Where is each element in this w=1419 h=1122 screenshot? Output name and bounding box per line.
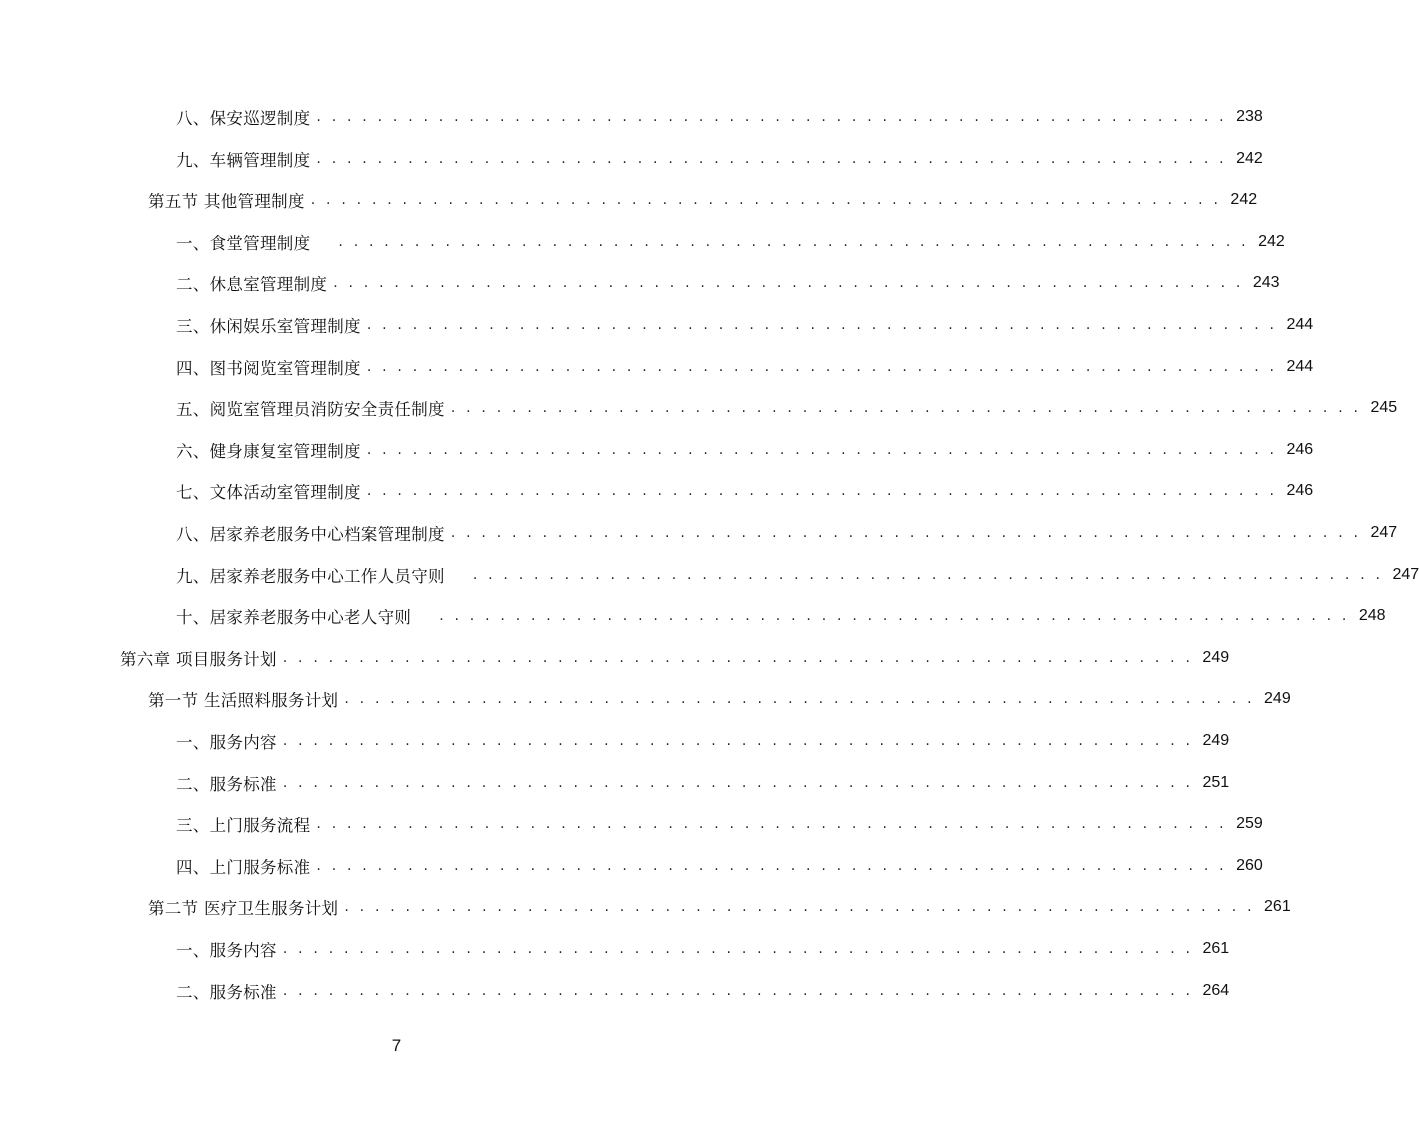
toc-entry[interactable]: [176, 853, 1263, 879]
toc-entry-page: 264: [1202, 981, 1230, 999]
toc-entry[interactable]: [176, 478, 1314, 504]
toc-entry-title: 四、上门服务标准: [176, 857, 311, 877]
toc-entry-title: 三、休闲娱乐室管理制度: [176, 317, 361, 336]
toc-entry-title: 六、健身康复室管理制度: [176, 441, 361, 461]
toc-entry-page: 248: [1358, 607, 1386, 625]
toc-entry[interactable]: [176, 770, 1230, 796]
toc-entry[interactable]: [176, 312, 1314, 338]
toc-dot-leader: . . . . . . . . . . . . . . . . . . . . . . . . . . . . . . . . . . . . . . . . . . . . . . . . . . . . . . . . . . . .: [316, 857, 1227, 874]
toc-dot-leader: . . . . . . . . . . . . . . . . . . . . . . . . . . . . . . . . . . . . . . . . . . . . . . . . . . . . . . . . . . . .: [450, 525, 1362, 541]
toc-entry-page: 238: [1236, 108, 1263, 125]
toc-entry-page: 261: [1202, 940, 1230, 957]
toc-entry-title: 十、居家养老服务中心老人守则: [176, 608, 412, 628]
toc-dot-leader: . . . . . . . . . . . . . . . . . . . . . . . . . . . . . . . . . . . . . . . . . . . . . . . . . . . . . . . . . . . .: [282, 941, 1194, 957]
toc-dot-leader: . . . . . . . . . . . . . . . . . . . . . . . . . . . . . . . . . . . . . . . . . . . . . . . . . . . . . . . . . . . .: [366, 441, 1278, 458]
toc-entry[interactable]: [176, 520, 1398, 546]
toc-entry[interactable]: [176, 728, 1230, 754]
toc-entry[interactable]: [176, 437, 1314, 463]
toc-entry-page: 249: [1202, 732, 1230, 749]
toc-entry-title: 一、食堂管理制度: [176, 233, 311, 253]
toc-dot-leader: . . . . . . . . . . . . . . . . . . . . . . . . . . . . . . . . . . . . . . . . . . . . . . . . . . . . . . . . . . . .: [316, 816, 1227, 833]
toc-dot-leader: . . . . . . . . . . . . . . . . . . . . . . . . . . . . . . . . . . . . . . . . . . . . . . . . . . . . . . . . . . . .: [316, 150, 1227, 167]
toc-entry-title: 八、保安巡逻制度: [176, 109, 311, 128]
toc-dot-leader: . . . . . . . . . . . . . . . . . . . . . . . . . . . . . . . . . . . . . . . . . . . . . . . . . . . . . . . . . . . .: [282, 649, 1194, 666]
toc-dot-leader: . . . . . . . . . . . . . . . . . . . . . . . . . . . . . . . . . . . . . . . . . . . . . . . . . . . . . . . . . . . .: [282, 982, 1194, 999]
toc-entry[interactable]: [176, 354, 1314, 380]
toc-entry[interactable]: [176, 146, 1263, 172]
toc-dot-leader: . . . . . . . . . . . . . . . . . . . . . . . . . . . . . . . . . . . . . . . . . . . . . . . . . . . . . . . . . . . .: [366, 358, 1278, 375]
toc-entry-title: 九、车辆管理制度: [176, 150, 311, 170]
toc-entry-title: 二、休息室管理制度: [176, 275, 328, 295]
toc-dot-leader: . . . . . . . . . . . . . . . . . . . . . . . . . . . . . . . . . . . . . . . . . . . . . . . . . . . . . . . . . . . .: [316, 109, 1227, 125]
toc-entry-title: 第二节 医疗卫生服务计划: [148, 899, 339, 919]
toc-dot-leader: . . . . . . . . . . . . . . . . . . . . . . . . . . . . . . . . . . . . . . . . . . . . . . . . . . . . . . . . . . . .: [333, 275, 1244, 292]
toc-entry-page: 244: [1286, 357, 1314, 375]
toc-entry[interactable]: [176, 395, 1398, 421]
toc-entry-title: 一、服务内容: [176, 733, 277, 752]
toc-entry-page: 259: [1236, 815, 1263, 833]
toc-entry-page: 260: [1236, 856, 1263, 874]
toc-entry[interactable]: [176, 229, 1285, 255]
toc-entry-page: 249: [1264, 690, 1291, 708]
toc-entry-page: 246: [1286, 482, 1314, 500]
toc-entry[interactable]: [176, 562, 1419, 588]
toc-dot-leader: . . . . . . . . . . . . . . . . . . . . . . . . . . . . . . . . . . . . . . . . . . . . . . . . . . . . . . . . . . . .: [366, 317, 1278, 333]
toc-entry-page: 244: [1286, 316, 1314, 333]
toc-entry-page: 242: [1236, 149, 1263, 167]
toc-dot-leader: . . . . . . . . . . . . . . . . . . . . . . . . . . . . . . . . . . . . . . . . . . . . . . . . . . . . . . . . . . . .: [450, 400, 1362, 417]
toc-dot-leader: . . . . . . . . . . . . . . . . . . . . . . . . . . . . . . . . . . . . . . . . . . . . . . . . . . . . . . . . . . . .: [282, 733, 1194, 749]
toc-entry[interactable]: [120, 645, 1230, 671]
toc-entry-page: 261: [1264, 898, 1291, 916]
toc-entry-title: 八、居家养老服务中心档案管理制度: [176, 525, 445, 544]
toc-dot-leader: . . . . . . . . . . . . . . . . . . . . . . . . . . . . . . . . . . . . . . . . . . . . . . . . . . . . . . . . . . . .: [344, 899, 1255, 916]
toc-dot-leader: . . . . . . . . . . . . . . . . . . . . . . . . . . . . . . . . . . . . . . . . . . . . . . . . . . . . . . . . . . . .: [310, 192, 1222, 209]
toc-entry-title: 第一节 生活照料服务计划: [148, 691, 339, 711]
toc-entry-page: 247: [1392, 565, 1419, 583]
toc-dot-leader: . . . . . . . . . . . . . . . . . . . . . . . . . . . . . . . . . . . . . . . . . . . . . . . . . . . . . . . . . . . .: [282, 774, 1194, 791]
toc-entry-page: 243: [1252, 274, 1280, 292]
toc-entry-title: 第五节 其他管理制度: [148, 192, 305, 212]
toc-entry-title: 二、服务标准: [176, 774, 277, 794]
toc-entry-page: 242: [1258, 232, 1285, 250]
toc-entry-title: 五、阅览室管理员消防安全责任制度: [176, 400, 445, 420]
toc-dot-leader: . . . . . . . . . . . . . . . . . . . . . . . . . . . . . . . . . . . . . . . . . . . . . . . . . . . . . . . . . . . .: [439, 608, 1350, 625]
toc-dot-leader: . . . . . . . . . . . . . . . . . . . . . . . . . . . . . . . . . . . . . . . . . . . . . . . . . . . . . . . . . . . .: [472, 566, 1384, 583]
toc-entry[interactable]: [148, 187, 1258, 213]
toc-entry-title: 三、上门服务流程: [176, 816, 311, 836]
toc-entry[interactable]: [176, 603, 1386, 629]
toc-entry[interactable]: [176, 936, 1230, 962]
toc-entry-title: 九、居家养老服务中心工作人员守则: [176, 566, 445, 586]
toc-entry-title: 四、图书阅览室管理制度: [176, 358, 361, 378]
toc-entry[interactable]: [176, 104, 1263, 130]
toc-entry-page: 245: [1370, 399, 1398, 417]
toc-dot-leader: . . . . . . . . . . . . . . . . . . . . . . . . . . . . . . . . . . . . . . . . . . . . . . . . . . . . . . . . . . . .: [344, 691, 1255, 708]
toc-entry[interactable]: [176, 811, 1263, 837]
toc-entry[interactable]: [148, 894, 1291, 920]
toc-entry-page: 251: [1202, 773, 1230, 791]
toc-entry-page: 249: [1202, 648, 1230, 666]
toc-entry-title: 七、文体活动室管理制度: [176, 483, 361, 503]
toc-entry-page: 247: [1370, 524, 1398, 541]
toc-entry-page: 242: [1230, 191, 1258, 209]
toc-entry-title: 第六章 项目服务计划: [120, 649, 277, 669]
toc-entry-title: 一、服务内容: [176, 941, 277, 960]
toc-entry-page: 246: [1286, 440, 1314, 458]
toc-entry[interactable]: [148, 686, 1291, 712]
toc-entry-title: 二、服务标准: [176, 982, 277, 1002]
toc-entry[interactable]: [176, 270, 1280, 296]
toc-dot-leader: . . . . . . . . . . . . . . . . . . . . . . . . . . . . . . . . . . . . . . . . . . . . . . . . . . . . . . . . . . . .: [338, 233, 1249, 250]
toc-dot-leader: . . . . . . . . . . . . . . . . . . . . . . . . . . . . . . . . . . . . . . . . . . . . . . . . . . . . . . . . . . . .: [366, 483, 1278, 500]
page-number: 7: [391, 1036, 402, 1055]
toc-entry[interactable]: [176, 978, 1230, 1004]
